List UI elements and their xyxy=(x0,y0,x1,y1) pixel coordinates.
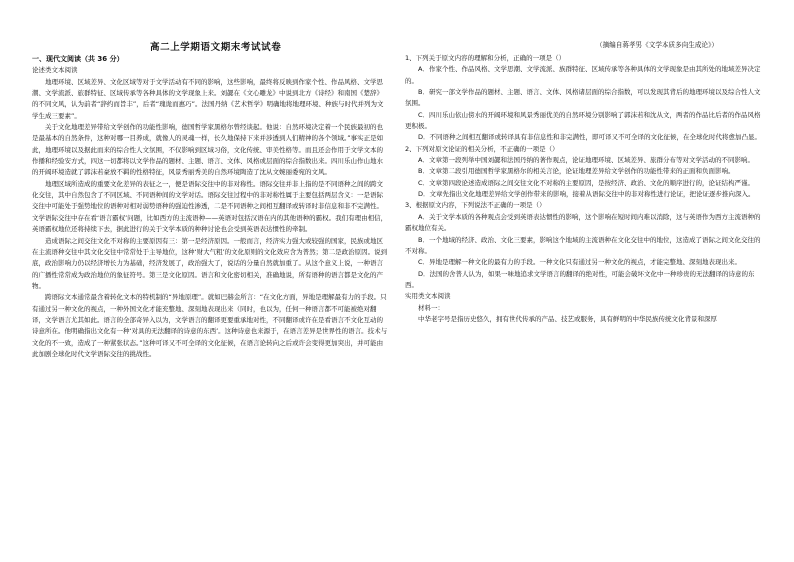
option-b: B．一个地域的经济、政治、文化三要素，影响这个地域的主流语种在文化交往中的地位，这造成了语际之间文化交往的不对称。 xyxy=(405,235,761,255)
question-1 xyxy=(405,53,761,144)
section-heading: 一、现代文阅读（共 36 分） xyxy=(32,55,124,63)
left-column xyxy=(32,34,388,360)
option-b: B．文章第二段引用德国哲学家黑格尔的相关言论，论证地理差异给文学创作的功能性带来的正面和负面影响。 xyxy=(418,167,735,176)
right-column xyxy=(405,34,761,325)
paragraph: 地理环境、区域差异、文化区域等对于文学活动有不同的影响，这些影响，最终将反映到作家个性、作品风格、文学思潮、文学流派、旅群特征、区域传承等各种具体的文学现象上来。刘勰在《文心雕龙》中说到北方《诗经》和南国《楚辞》的不同文风，认为前者“辞约而旨丰”，后者“瑰诡而惠巧”。法国丹纳《艺术哲学》明确地将地理环境、种族与时代并列为文学生成三要素”。 xyxy=(32,77,384,120)
paragraph: 关于文化地理差异带给文学创作的功能性影响，德国哲学家黑格尔曾经谈起。他说：自然环境决定着一个民族最初的也是最基本的自然条件，这种对哪一目养成，就像人的灵魂一样，长久地保持下来并涉透到人们精神的各个领域。”事实正是如此，地理环境以及据此而来的综合性人文氛围，不仅影响到区域习俗，文化传统、审美性格等。而且还会作用于文学文本的作播和经验安方式，四这一切都将以文学作品的题材、主题、语言、文体、风格或层面的综合指数出来。四川乐山作山地水的开阔环境造就了郭沫若豪放不羁的性格特征，风景秀丽秀美的自然环境陶造了沈从文婉丽委宛的文风。 xyxy=(32,123,384,177)
option-a: A．作家个性、作品风格、文学思潮、文学流派、族群特征、区域传承等各种具体的文学现象是由其所处的地域差异决定的。 xyxy=(405,65,761,85)
question-stem: 1、下列关于原文内容的理解和分析，正确的一项是（） xyxy=(405,54,566,62)
option-a: A．关于文学本质的各种观点会受到英语表达惯性的影响，这个影响在短时间内难以消除，这与英语作为西方主流语种的霸权地位有关。 xyxy=(405,212,761,233)
option-c: C．四川乐山依山傍水的开阔环境和风景秀丽优美的自然环境分别影响了郭沫若和沈从文，两者的作品比后者的作品风格更积极。 xyxy=(405,110,761,131)
option-a: A．文章第一段列举中国刘勰和法国丹纳的著作观点，论证地理环境、区域差异、旅群分布等对文学活动的不同影响。 xyxy=(418,156,754,165)
question-stem: 2、下列对原文论证的相关分析，不正确的一项是（） xyxy=(405,144,559,153)
material-text: 中华老字号是指历史悠久，拥有世代传承的产品、技艺或服务，具有鲜明的中华民族传统文化背景和深厚 xyxy=(418,314,717,323)
paragraph: 跨语际文本通常最含着转化文本的特机制的“异地原理”。就如巴赫金所言：“在文化方面，异地是理解最有力的手段。只有通过另一种文化的视点，一种外国文化才能充整地、深刻地表现出来（同时，也以为，任何一种语言都不可能被绝对翻译，文学语言尤其如此。语言的全部奇异入以为，文学语言的翻译更要重承地对性，不同翻译或许在是看语言不文化互动的诗意所在。他明确指出文化有一种‘对具的无法翻译的诗意的东西’。这种诗意也来源于，在语言差异是世界性的语言。技术与文化的不一致，造成了一种紧张状态。”这种可译又不可全译的文化征候，在语言论转向之后或许会变得更加突出，并可能由此加剧全球化时代文学语际交往的挑战性。 xyxy=(32,293,388,358)
option-d: D．法国的舍普人认为，如果一味地追求文学语言的翻译的绝对性，可能会破坏文化中一种珍贵的无法翻译的诗意的东西。 xyxy=(405,269,755,289)
option-d: D．文章先指出文化地理差异给文学创作带来的影响，接着从语际交往中的非对称性进行论证，把论证逐步推向深入。 xyxy=(418,190,755,199)
subsection-title: 论述类文本阅读 xyxy=(32,66,78,75)
option-b: B．研究一部文学作品的题材、主题、语言、文体、风格诸层面的综合指数，可以发现其背后的地理环境以及综合性人文氛围。 xyxy=(405,88,761,108)
option-c: C．文章第四段论述造成语际之间交往文化不对称的主要原因，是按经济、政治、文化的顺序进行的，论证结构严谨。 xyxy=(418,178,755,187)
question-stem: 3、根据原文内容，下列说法不正确的一项是（） xyxy=(405,201,546,210)
question-2 xyxy=(405,144,761,201)
paragraph: 造成语际之间交往文化不对称的主要原因有三：第一是经济原因。一般而言，经济实力强大或较强的国家，民族或地区在主流语种交往中其文化交往中常常处于主导地位，这种‘财大气粗’的文化原则的文化效应含为普然；第二是政治原因。说到底，政治影响力仍以经济增长力为基础，经济发展了，政治强大了，说话的分量自然就加重了。从这个意义上说，一种语言的广播性常常成为政治地位的象征符号。第三是文化原因。语言和文化密切相关，准确地说，所有语种的语言都是文化的产物。 xyxy=(32,236,388,290)
paragraph: 地理区域所造成的重要文化差异的表征之一，便是语际交往中的非对称性。语际交往并非上指的是不同语种之间的跨文化交往，其中自然包含了不同区域、不同语种间的文学对话。语际交往过程中的非对称性属于主要包括两层含义：一是语际交往中可能处于强势地位的语种对相对弱势语种的强迫性渗透，二是不同语种之间相互翻译或转译时非信息和非不完满性。文学语际交往中存在看‘语言霸权’问题，比如西方的主流语种——英语对包括汉语在内的其他语种的霸权。我们有理由相信，英语霸权地位还将持续下去，据此进行的关于文学本质的种种讨论也会受到英语表达惯性的牵制。 xyxy=(32,179,388,234)
material-label: 材料一： xyxy=(418,303,444,312)
option-d: D．不同语种之间相互翻译或转译具有非信息性和非完满性，即可译又不可全译的文化征候，在全球化时代将愈加凸显。 xyxy=(418,133,762,142)
question-3 xyxy=(405,200,761,291)
option-c: C．异地是理解一种文化的最有力的手段。一种文化只有通过另一种文化的视点，才能完整地、深刻地表现出来。 xyxy=(418,258,742,267)
subsection-title: 实用类文本阅读 xyxy=(405,292,451,301)
source-note: （摘编自蒋孝男《文学本质多向生成论》） xyxy=(596,41,718,49)
exam-title: 高二上学期语文期末考试试卷 xyxy=(150,42,282,53)
